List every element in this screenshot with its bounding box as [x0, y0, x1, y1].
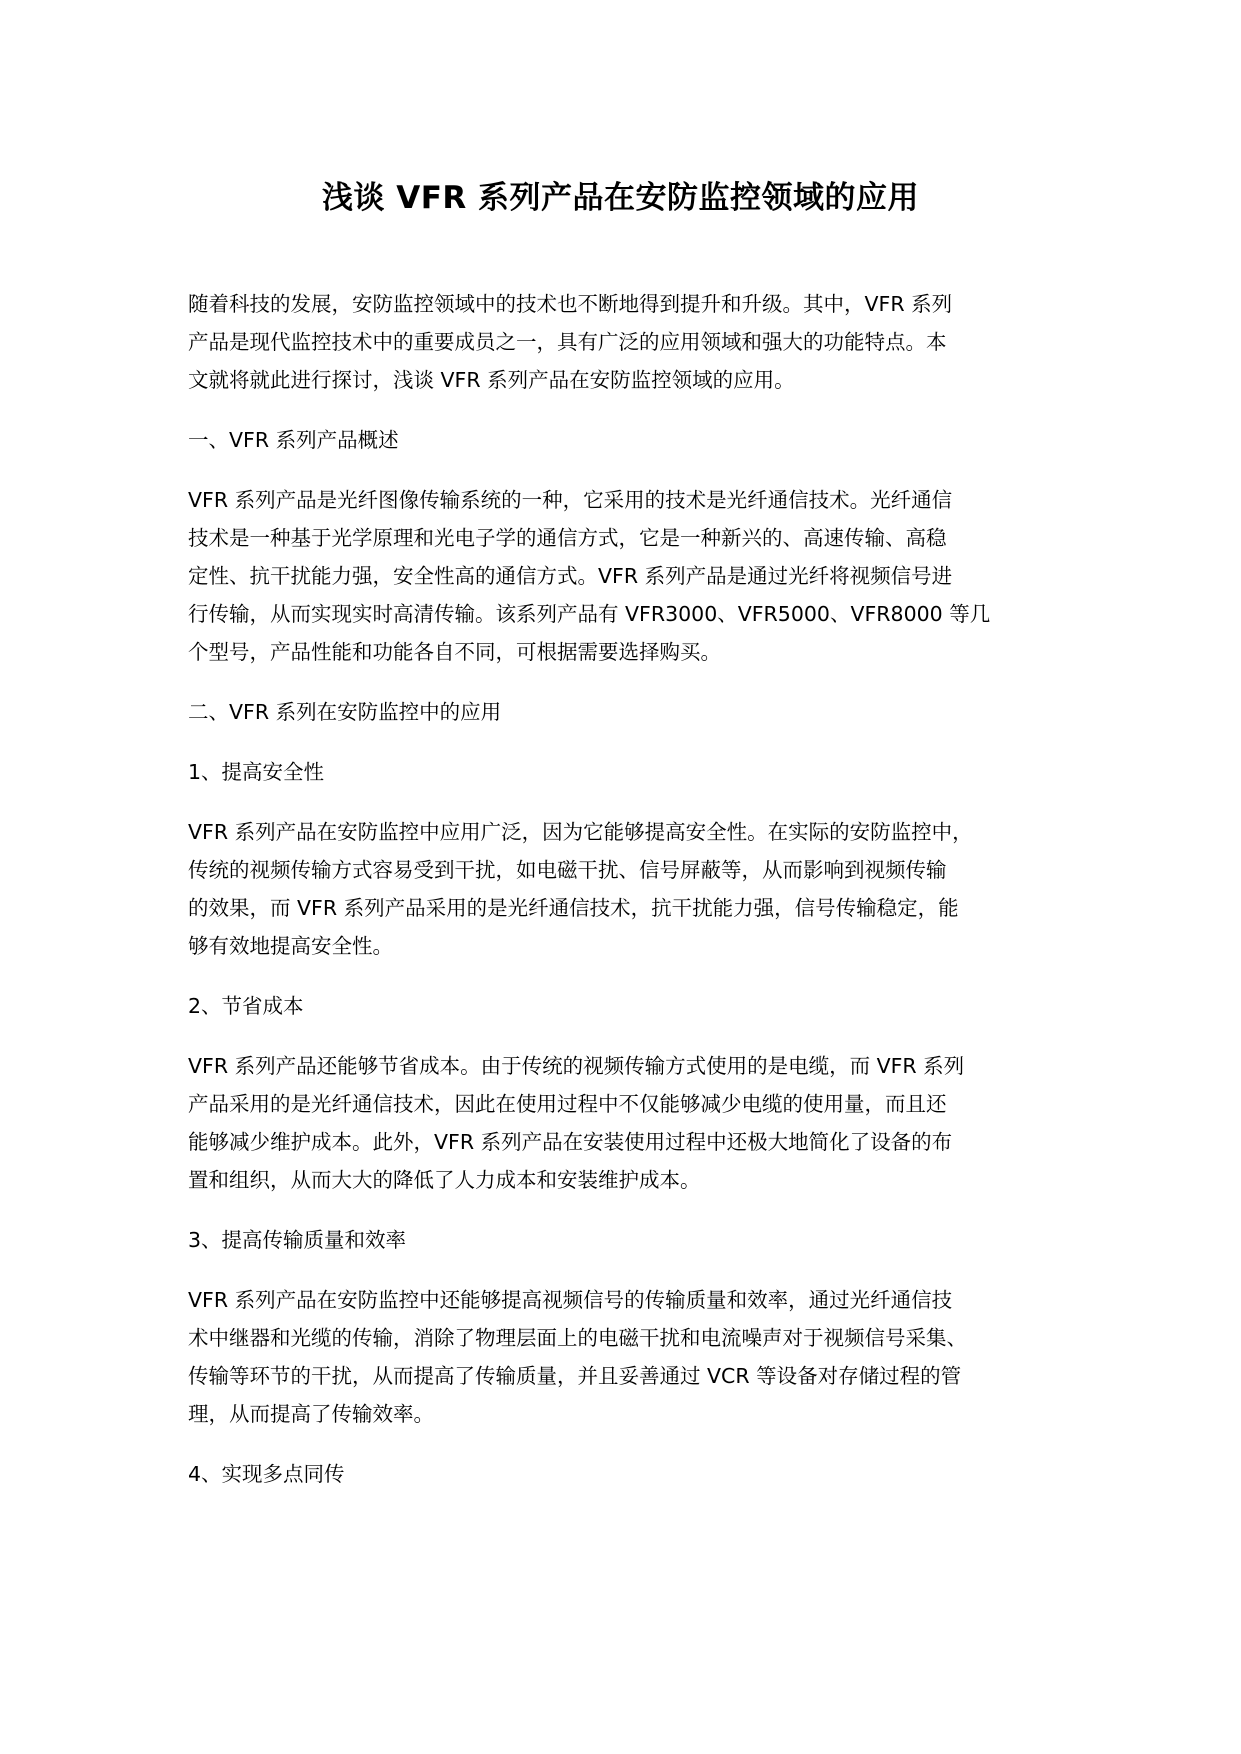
paragraph-line: 的效果，而 VFR 系列产品采用的是光纤通信技术，抗干扰能力强，信号传输稳定，能 — [188, 896, 959, 920]
paragraph-line: VFR 系列产品在安防监控中还能够提高视频信号的传输质量和效率，通过光纤通信技 — [188, 1288, 953, 1312]
paragraph-line: 随着科技的发展，安防监控领域中的技术也不断地得到提升和升级。其中，VFR 系列 — [188, 292, 953, 316]
intro-paragraph — [188, 285, 1060, 399]
subsection-heading: 3、提高传输质量和效率 — [188, 1228, 407, 1252]
subsection-heading: 1、提高安全性 — [188, 760, 325, 784]
paragraph-line: 传输等环节的干扰，从而提高了传输质量，并且妥善通过 VCR 等设备对存储过程的管 — [188, 1364, 962, 1388]
paragraph-line: 能够减少维护成本。此外，VFR 系列产品在安装使用过程中还极大地简化了设备的布 — [188, 1130, 953, 1154]
paragraph-line: 定性、抗干扰能力强，安全性高的通信方式。VFR 系列产品是通过光纤将视频信号进 — [188, 564, 953, 588]
paragraph-line: 产品是现代监控技术中的重要成员之一，具有广泛的应用领域和强大的功能特点。本 — [188, 330, 947, 354]
paragraph-line: 文就将就此进行探讨，浅谈 VFR 系列产品在安防监控领域的应用。 — [188, 368, 795, 392]
section-heading: 一、VFR 系列产品概述 — [188, 428, 399, 452]
subsection-heading: 4、实现多点同传 — [188, 1462, 345, 1486]
sub2-paragraph — [188, 1047, 1060, 1199]
paragraph-line: 个型号，产品性能和功能各自不同，可根据需要选择购买。 — [188, 640, 721, 664]
paragraph-line: VFR 系列产品是光纤图像传输系统的一种，它采用的技术是光纤通信技术。光纤通信 — [188, 488, 953, 512]
sub1-paragraph — [188, 813, 1060, 965]
paragraph-line: 技术是一种基于光学原理和光电子学的通信方式，它是一种新兴的、高速传输、高稳 — [188, 526, 947, 550]
paragraph-line: 传统的视频传输方式容易受到干扰，如电磁干扰、信号屏蔽等，从而影响到视频传输 — [188, 858, 947, 882]
paragraph-line: 理，从而提高了传输效率。 — [188, 1402, 434, 1426]
sub3-paragraph — [188, 1281, 1060, 1433]
paragraph-line: 置和组织，从而大大的降低了人力成本和安装维护成本。 — [188, 1168, 701, 1192]
subsection-heading: 2、节省成本 — [188, 994, 304, 1018]
paragraph-line: 术中继器和光缆的传输，消除了物理层面上的电磁干扰和电流噪声对于视频信号采集、 — [188, 1326, 967, 1350]
section-heading: 二、VFR 系列在安防监控中的应用 — [188, 700, 502, 724]
document-title: 浅谈 VFR 系列产品在安防监控领域的应用 — [321, 180, 920, 216]
paragraph-line: VFR 系列产品在安防监控中应用广泛，因为它能够提高安全性。在实际的安防监控中， — [188, 820, 973, 844]
paragraph-line: 行传输，从而实现实时高清传输。该系列产品有 VFR3000、VFR5000、VFR8000 等几 — [188, 602, 991, 626]
document-body — [188, 285, 1060, 1493]
paragraph-line: 产品采用的是光纤通信技术，因此在使用过程中不仅能够减少电缆的使用量，而且还 — [188, 1092, 947, 1116]
paragraph-line: VFR 系列产品还能够节省成本。由于传统的视频传输方式使用的是电缆，而 VFR 系列 — [188, 1054, 965, 1078]
section1-paragraph — [188, 481, 1060, 671]
paragraph-line: 够有效地提高安全性。 — [188, 934, 393, 958]
